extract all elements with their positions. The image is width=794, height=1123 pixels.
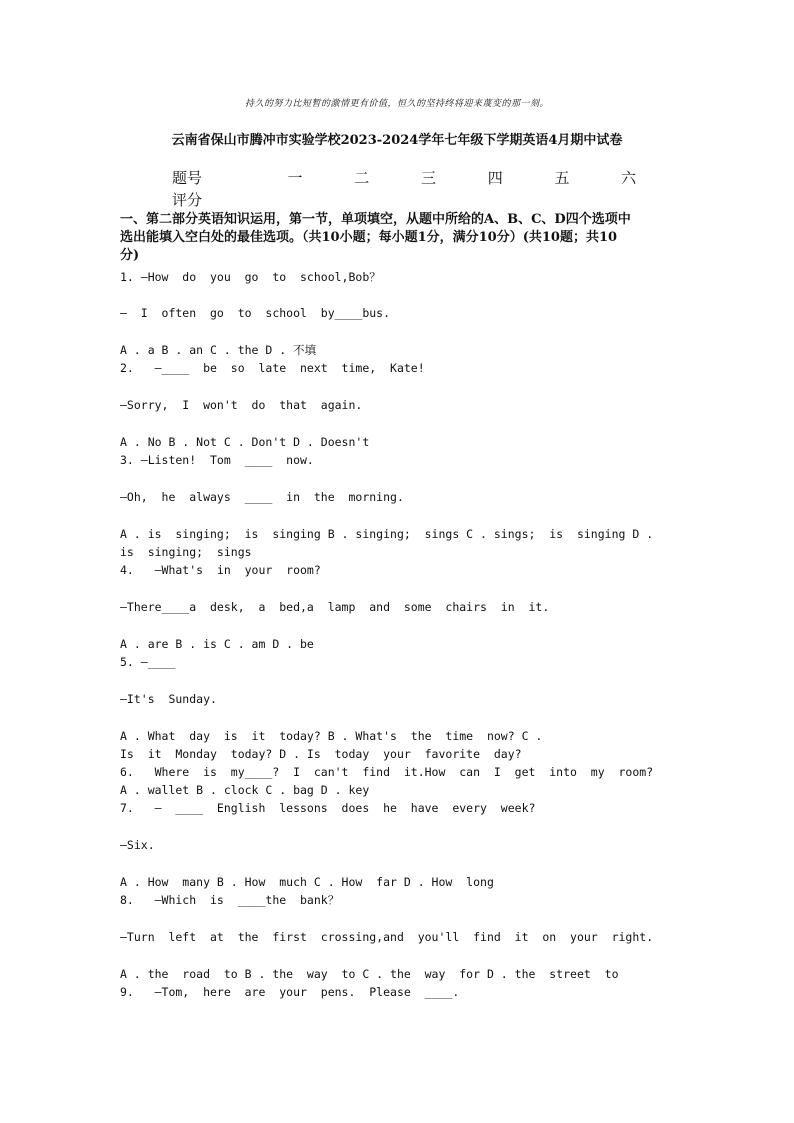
question-line: A . No B . Not C . Don't D . Doesn't [120, 435, 370, 449]
score-col-2: 二 [354, 168, 370, 187]
question-line: 3. —Listen! Tom ____ now. [120, 453, 314, 467]
question-line: A . the road to B . the way to C . the way for D . the street to [120, 967, 619, 981]
score-col-4: 四 [487, 168, 503, 187]
score-col-3: 三 [420, 168, 436, 187]
question-line: A . How many B . How much C . How far D . How long [120, 875, 494, 889]
question-line: 6. Where is my____? I can't find it.How can I get into my room? [120, 765, 654, 779]
section-line: 一、第二部分英语知识运用，第一节，单项填空，从题中所给的A、B、C、D四个选项中 [120, 212, 631, 227]
question-line: 1. —How do you go to school,Bob？ [120, 270, 381, 284]
section-line: 分) [120, 248, 140, 263]
question-line: —Sorry, I won't do that again. [120, 398, 363, 412]
question-line: is singing; sings [120, 545, 252, 559]
question-line: —Oh, he always ____ in the morning. [120, 490, 404, 504]
question-line: Is it Monday today? D . Is today your favorite day? [120, 747, 522, 761]
question-line: — I often go to school by____bus. [120, 306, 391, 320]
question-line: 2. —____ be so late next time, Kate! [120, 361, 425, 375]
question-line: 5. —____ [120, 655, 176, 669]
question-line: A . is singing; is singing B . singing; sings C . sings; is singing D . [120, 527, 654, 541]
question-line: 8. —Which is ____the bank？ [120, 893, 340, 907]
score-col-5: 五 [554, 168, 570, 187]
score-table [172, 166, 662, 210]
score-row-label: 题号 [172, 168, 203, 187]
question-line: A . wallet B . clock C . bag D . key [120, 783, 370, 797]
score-col-1: 一 [287, 168, 303, 187]
question-line: 7. — ____ English lessons does he have every week? [120, 801, 536, 815]
score-row-numbers [172, 166, 662, 188]
section-line: 选出能填入空白处的最佳选项。（共10小题；每小题1分，满分10分）(共10题；共10 [120, 230, 618, 245]
question-line: —It's Sunday. [120, 692, 217, 706]
page-motto: 持久的努力比短暂的激情更有价值，恒久的坚持终将迎来蔑变的那一刻。 [244, 99, 549, 109]
question-line: 9. —Tom, here are your pens. Please ____. [120, 985, 460, 999]
question-line: A . are B . is C . am D . be [120, 637, 314, 651]
question-line: —Turn left at the first crossing,and you'll find it on your right. [120, 930, 654, 944]
question-line: —There____a desk, a bed,a lamp and some chairs in it. [120, 600, 550, 614]
question-line: A . a B . an C . the D . 不填 [120, 343, 317, 357]
score-col-6: 六 [621, 168, 637, 187]
exam-title: 云南省保山市腾冲市实验学校2023-2024学年七年级下学期英语4月期中试卷 [171, 133, 623, 148]
question-line: A . What day is it today? B . What's the time now? C . [120, 729, 543, 743]
question-line: 4. —What's in your room? [120, 563, 321, 577]
section-instructions [120, 211, 680, 265]
grade-row-label: 评分 [172, 190, 203, 209]
score-row-grades [172, 188, 662, 210]
question-line: —Six. [120, 838, 155, 852]
